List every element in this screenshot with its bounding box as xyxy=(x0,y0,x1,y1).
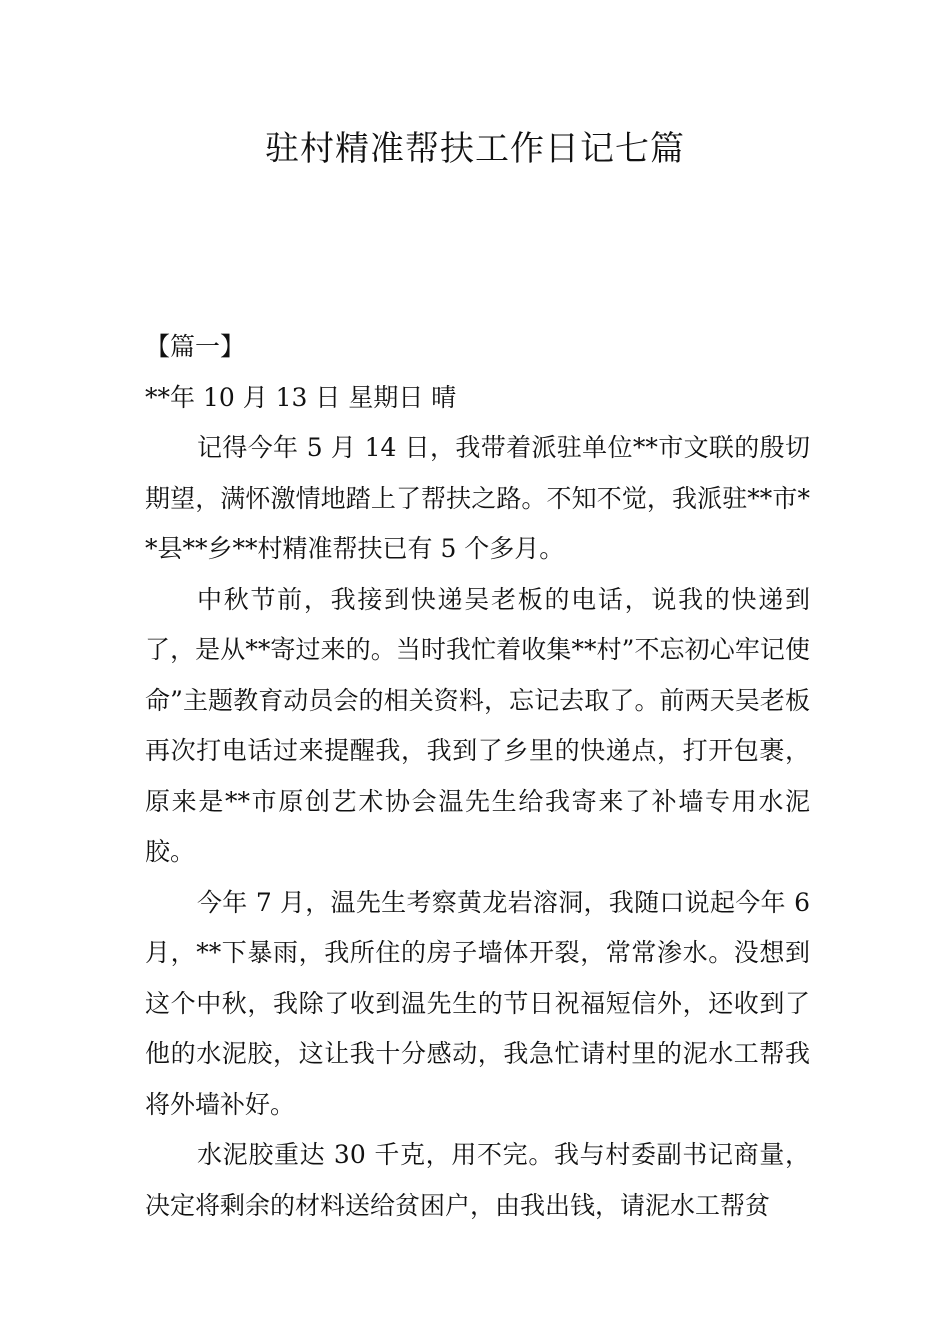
diary-date-line: **年 10 月 13 日 星期日 晴 xyxy=(145,382,457,412)
paragraph-2: 中秋节前，我接到快递吴老板的电话，说我的快递到了，是从**寄过来的。当时我忙着收集**村”不忘初心牢记使命”主题教育动员会的相关资料，忘记去取了。前两天吴老板再次打电话过来提醒我，我到了乡里的快递点，打开包裹，原来是**市原创艺术协会温先生给我寄来了补墙专用水泥胶。 xyxy=(145,584,810,866)
paragraph-4: 水泥胶重达 30 千克，用不完。我与村委副书记商量，决定将剩余的材料送给贫困户，由我出钱，请泥水工帮贫 xyxy=(145,1140,810,1220)
paragraph-1: 记得今年 5 月 14 日，我带着派驻单位**市文联的殷切期望，满怀激情地踏上了帮扶之路。不知不觉，我派驻**市**县**乡**村精准帮扶已有 5 个多月。 xyxy=(145,433,810,563)
section-label: 【篇一】 xyxy=(145,332,246,361)
document-body xyxy=(145,322,810,1231)
document-title: 驻村精准帮扶工作日记七篇 xyxy=(265,129,685,169)
paragraph-3: 今年 7 月，温先生考察黄龙岩溶洞，我随口说起今年 6 月，**下暴雨，我所住的房子墙体开裂，常常渗水。没想到这个中秋，我除了收到温先生的节日祝福短信外，还收到了他的水泥胶，这让我十分感动，我急忙请村里的泥水工帮我将外墙补好。 xyxy=(145,887,810,1119)
